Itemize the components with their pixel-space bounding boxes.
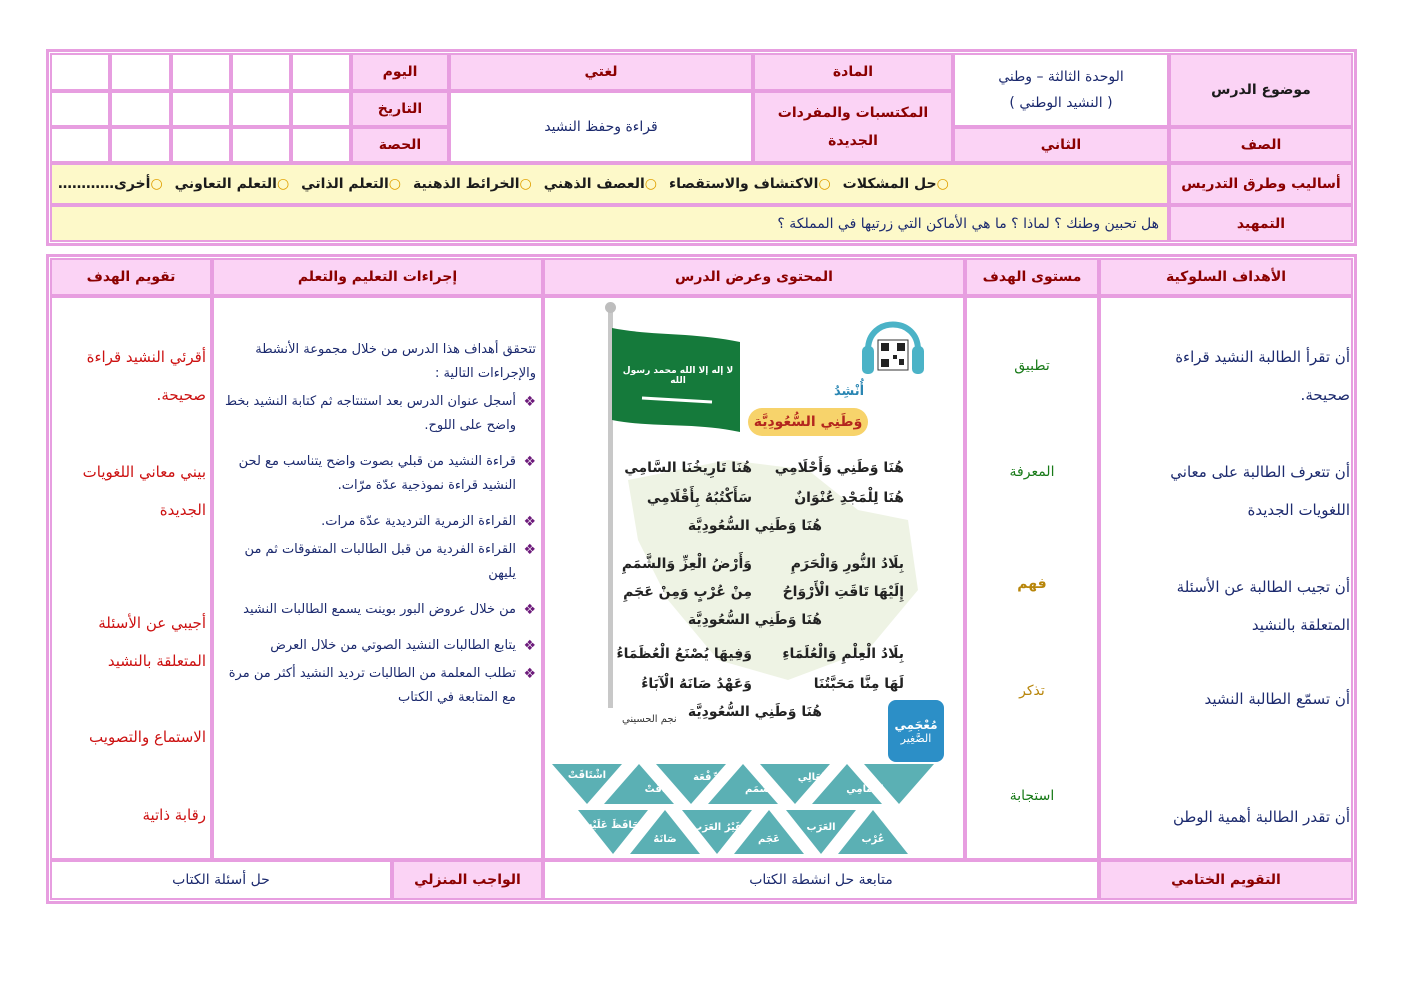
procedure-item: ❖ تطلب المعلمة من الطالبات ترديد النشيد أكثر من مرة مع المتابعة في الكتاب <box>228 666 536 705</box>
procedure-item: ❖ القراءة الفردية من قبل الطالبات المتفوقات ثم من يليهن <box>244 542 536 581</box>
methods-options <box>50 163 1169 205</box>
day-slot <box>231 53 291 91</box>
poem-line: بِلَادُ النُّورِ وَالْحَرَمِ <box>790 556 904 572</box>
methods-label: أساليب وطرق التدريس <box>1169 163 1353 205</box>
grade-label: الصف <box>1169 127 1353 163</box>
poem-line: هُنَا تَارِيخُنَا السَّامِي <box>624 460 752 476</box>
final-eval-label: التقويم الختامي <box>1099 860 1353 900</box>
poem-line: بِلَادُ الْعِلْمِ وَالْعُلَمَاءِ <box>782 646 904 662</box>
grade-value: الثاني <box>953 127 1169 163</box>
level-item: استجابة <box>1009 788 1055 804</box>
vocab-word: عَجَم <box>758 834 780 845</box>
method-option[interactable]: ○الخرائط الذهنية <box>413 176 532 192</box>
poem-refrain: هُنَا وَطَنِي السُّعُودِيَّة <box>687 612 822 628</box>
period-slot <box>291 127 351 163</box>
vocab-word: السَّامِي <box>846 784 884 795</box>
levels-column <box>967 296 1097 860</box>
anthem-label: أُنْشِدُ <box>834 384 865 399</box>
method-option[interactable]: ○أخرى………… <box>58 176 163 192</box>
period-slot <box>50 127 110 163</box>
procedures-list <box>218 338 536 722</box>
vocab-word: العَالِي <box>797 772 829 783</box>
poem-line: لَهَا مِنَّا مَحَبَّتُنَا <box>813 676 904 692</box>
objective-item: أن تقدر الطالبة أهمية الوطن <box>1172 808 1350 826</box>
flag-shahada: لا إله إلا الله محمد رسول الله <box>622 366 734 386</box>
procedure-item: ❖ من خلال عروض البور بوينت يسمع الطالبات النشيد <box>243 602 536 618</box>
vocab-value: قراءة وحفظ النشيد <box>449 91 753 163</box>
objective-item: أن تسمّع الطالبة النشيد <box>1204 690 1350 708</box>
vocab-word: غَيْرُ العَرَب <box>692 822 742 833</box>
evaluation-item: أقرئي النشيد قراءة صحيحة. <box>86 348 206 404</box>
topic-label: موضوع الدرس <box>1169 53 1353 127</box>
headphones-icon <box>860 308 926 382</box>
period-slot <box>231 127 291 163</box>
vocab-word: اشْتَاقَتْ <box>567 770 607 781</box>
poet-name: نجم الحسيني <box>622 714 677 725</box>
intro-value: هل تحبين وطنك ؟ لماذا ؟ ما هي الأماكن التي زرتيها في المملكة ؟ <box>50 205 1169 242</box>
col-content: المحتوى وعرض الدرس <box>543 258 965 296</box>
day-label: اليوم <box>351 53 449 91</box>
dictionary-badge: مُعْجَمِي الصَّغِير <box>888 700 944 762</box>
objective-item: أن تقرأ الطالبة النشيد قراءة صحيحة. <box>1175 348 1350 404</box>
method-option[interactable]: ○الاكتشاف والاستقصاء <box>669 176 831 192</box>
evaluation-item: الاستماع والتصويب <box>89 728 206 746</box>
procedure-item: ❖ قراءة النشيد من قبلي بصوت واضح يتناسب مع لحن النشيد قراءة نموذجية عدّة مرّات. <box>238 454 536 493</box>
level-item: فهم <box>1017 576 1047 592</box>
procedure-item: ❖ أسجل عنوان الدرس بعد استنتاجه ثم كتابة النشيد بخط واضح على اللوح. <box>225 394 536 433</box>
col-objectives: الأهداف السلوكية <box>1099 258 1353 296</box>
date-slot <box>50 91 110 127</box>
poem-line: هُنَا لِلْمَجْدِ عُنْوَانٌ <box>794 490 904 506</box>
level-item: تذكر <box>1019 683 1045 699</box>
period-slot <box>171 127 231 163</box>
procedure-item: ❖ يتابع الطالبات النشيد الصوتي من خلال العرض <box>270 638 536 654</box>
date-slot <box>171 91 231 127</box>
vocab-word: صَانَهُ <box>653 834 677 845</box>
poem-refrain: هُنَا وَطَنِي السُّعُودِيَّة <box>687 704 822 720</box>
poem-line: وَعَهْدُ صَانَهُ الْآبَاءُ <box>641 676 752 692</box>
intro-label: التمهيد <box>1169 205 1353 242</box>
method-option[interactable]: ○التعلم الذاتي <box>301 176 401 192</box>
day-slot <box>291 53 351 91</box>
method-option[interactable]: ○التعلم التعاوني <box>174 176 290 192</box>
anthem-title: وَطَنِي السُّعُودِيَّة <box>748 408 868 436</box>
poem-line: مِنْ عُرْبٍ وَمِنْ عَجَمِ <box>623 584 752 600</box>
final-eval-value: متابعة حل انشطة الكتاب <box>543 860 1099 900</box>
poem-refrain: هُنَا وَطَنِي السُّعُودِيَّة <box>687 518 822 534</box>
level-item: المعرفة <box>1009 464 1055 480</box>
evaluation-item: رقابة ذاتية <box>142 806 206 824</box>
vocab-word: تَاقَتْ <box>644 784 670 795</box>
period-slot <box>110 127 171 163</box>
poem-line: إِلَيْهَا تَاقَتِ الْأَرْوَاحُ <box>782 584 904 600</box>
date-slot <box>291 91 351 127</box>
evaluation-item: أجيبي عن الأسئلة المتعلقة بالنشيد <box>98 614 206 670</box>
subject-label: المادة <box>753 53 953 91</box>
vocab-word: الشَّمَم <box>745 784 777 795</box>
poem-line: وَفِيهَا يُصْنَعُ الْعُظَمَاءُ <box>616 646 752 662</box>
col-procedures: إجراءات التعليم والتعلم <box>212 258 543 296</box>
vocab-label: المكتسبات والمفردات الجديدة <box>753 91 953 163</box>
day-slot <box>50 53 110 91</box>
method-option[interactable]: ○العصف الذهني <box>543 176 658 192</box>
subject-value: لغتي <box>449 53 753 91</box>
procedure-item: ❖ القراءة الزمرية الترديدية عدّة مرات. <box>321 514 536 530</box>
vocab-word: العَرَب <box>806 822 836 833</box>
date-slot <box>110 91 171 127</box>
level-item: تطبيق <box>1014 358 1050 374</box>
poem-line: هُنَا وَطَنِي وَأَحْلَامِي <box>774 460 904 476</box>
method-option[interactable]: ○حل المشكلات <box>842 176 949 192</box>
vocab-word: حَافَظَ عَلَيْه <box>586 820 640 831</box>
day-slot <box>110 53 171 91</box>
evaluation-item: بيني معاني اللغويات الجديدة <box>82 463 206 519</box>
homework-label: الواجب المنزلي <box>392 860 543 900</box>
book-page <box>548 300 962 858</box>
col-level: مستوى الهدف <box>965 258 1099 296</box>
poem-line: سَأَكْتُبُهُ بِأَقْلَامِي <box>646 490 752 506</box>
procedures-intro: تتحقق أهداف هذا الدرس من خلال مجموعة الأنشطة والإجراءات التالية : <box>255 342 536 381</box>
period-label: الحصة <box>351 127 449 163</box>
objective-item: أن تجيب الطالبة عن الأسئلة المتعلقة بالنشيد <box>1176 578 1350 634</box>
date-slot <box>231 91 291 127</box>
homework-value: حل أسئلة الكتاب <box>50 860 392 900</box>
day-slot <box>171 53 231 91</box>
flag-pole-top <box>605 302 616 313</box>
vocab-word: الرِّفْعَة <box>693 772 725 783</box>
date-label: التاريخ <box>351 91 449 127</box>
objective-item: أن تتعرف الطالبة على معاني اللغويات الجديدة <box>1170 463 1350 519</box>
col-evaluation: تقويم الهدف <box>50 258 212 296</box>
vocab-word: عُرْب <box>861 834 885 845</box>
poem-line: وَأَرْضُ الْعِزِّ وَالشَّمَمِ <box>621 556 752 572</box>
topic-value: الوحدة الثالثة – وطني ( النشيد الوطني ) <box>953 53 1169 127</box>
